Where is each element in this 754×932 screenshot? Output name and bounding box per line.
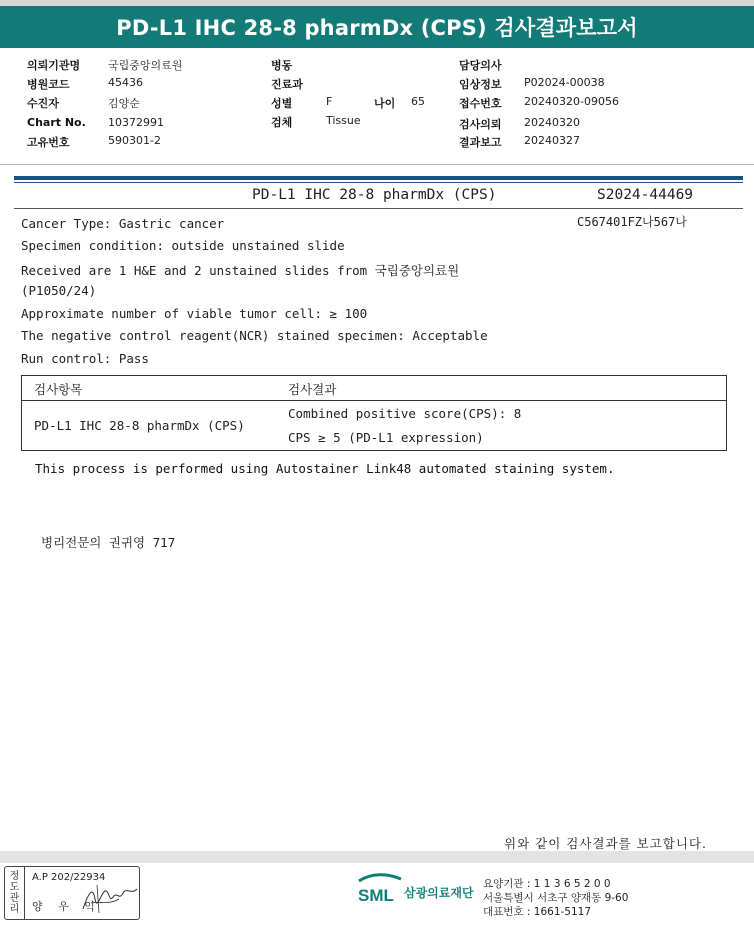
header-separator xyxy=(0,164,754,165)
label-ward: 병동 xyxy=(271,59,293,72)
result-cps-score: Combined positive score(CPS): 8 xyxy=(288,406,522,421)
value-chart-no: 10372991 xyxy=(108,116,164,129)
label-specimen: 검체 xyxy=(271,116,293,129)
closing-statement: 위와 같이 검사결과를 보고합니다. xyxy=(504,836,707,851)
qc-stamp xyxy=(4,866,140,920)
label-unique-no: 고유번호 xyxy=(27,136,70,149)
report-line-tumor-cells: Approximate number of viable tumor cell: ≥ 100 xyxy=(21,306,368,321)
footer-institution-code: 요양기관 : 1 1 3 6 5 2 0 0 xyxy=(483,878,611,890)
stamp-code: A.P 202/22934 xyxy=(32,872,106,883)
report-line-specimen-condition: Specimen condition: outside unstained slide xyxy=(21,238,345,253)
report-title-rule xyxy=(14,208,743,209)
label-clinical-info: 임상정보 xyxy=(459,78,502,91)
stamp-name: 양 우 익 xyxy=(32,900,101,913)
stamp-vertical-label: 정도관리 xyxy=(5,867,25,919)
report-line-cancer-type: Cancer Type: Gastric cancer xyxy=(21,216,225,231)
pathologist-signature: 병리전문의 권귀영 717 xyxy=(41,535,176,550)
value-patient: 김양순 xyxy=(108,97,140,110)
footer-phone: 대표번호 : 1661-5117 xyxy=(483,906,592,918)
logo-mark: SML xyxy=(358,886,394,905)
value-request-date: 20240320 xyxy=(524,116,580,129)
label-physician: 담당의사 xyxy=(459,59,502,72)
process-note: This process is performed using Autostainer Link48 automated staining system. xyxy=(35,461,615,476)
result-table xyxy=(21,375,727,451)
report-line-run-control: Run control: Pass xyxy=(21,351,149,366)
label-patient: 수진자 xyxy=(27,97,59,110)
report-top-rule xyxy=(14,176,743,180)
value-sex: F xyxy=(326,95,333,108)
handwritten-signature xyxy=(79,881,139,915)
result-test-item: PD-L1 IHC 28-8 pharmDx (CPS) xyxy=(34,418,245,433)
label-chart-no: Chart No. xyxy=(27,116,86,129)
value-report-date: 20240327 xyxy=(524,134,580,147)
value-specimen: Tissue xyxy=(326,114,361,127)
report-line-received: Received are 1 H&E and 2 unstained slides from 국립중앙의료원 xyxy=(21,263,460,278)
value-age: 65 xyxy=(411,95,425,108)
footer-band xyxy=(0,851,754,863)
label-institution: 의뢰기관명 xyxy=(27,59,81,72)
report-id: S2024-44469 xyxy=(597,187,694,203)
result-table-header xyxy=(22,376,726,401)
result-cps-interpretation: CPS ≥ 5 (PD-L1 expression) xyxy=(288,430,484,445)
header-test-item: 검사항목 xyxy=(34,382,83,397)
value-unique-no: 590301-2 xyxy=(108,134,161,147)
logo-name: 삼광의료재단 xyxy=(404,886,474,900)
specimen-code: C567401FZ나567나 xyxy=(577,215,687,229)
value-hospital-code: 45436 xyxy=(108,76,143,89)
report-top-rule-thin xyxy=(14,182,743,183)
value-receipt-no: 20240320-09056 xyxy=(524,95,619,108)
label-department: 진료과 xyxy=(271,78,303,91)
report-test-name: PD-L1 IHC 28-8 pharmDx (CPS) xyxy=(252,187,497,203)
label-request-date: 검사의뢰 xyxy=(459,118,502,131)
label-report-date: 결과보고 xyxy=(459,136,502,149)
label-receipt-no: 접수번호 xyxy=(459,97,502,110)
footer-address: 서울특별시 서초구 양재동 9-60 xyxy=(483,892,629,904)
report-title: PD-L1 IHC 28-8 pharmDx (CPS) 검사결과보고서 xyxy=(0,6,754,48)
label-sex: 성별 xyxy=(271,97,293,110)
label-hospital-code: 병원코드 xyxy=(27,78,70,91)
value-clinical-info: P02024-00038 xyxy=(524,76,605,89)
report-line-block-id: (P1050/24) xyxy=(21,283,97,298)
value-institution: 국립중앙의료원 xyxy=(108,59,183,72)
label-age: 나이 xyxy=(374,97,396,110)
header-test-result: 검사결과 xyxy=(288,382,337,397)
sml-logo xyxy=(357,873,403,907)
report-line-ncr: The negative control reagent(NCR) stained specimen: Acceptable xyxy=(21,328,488,343)
